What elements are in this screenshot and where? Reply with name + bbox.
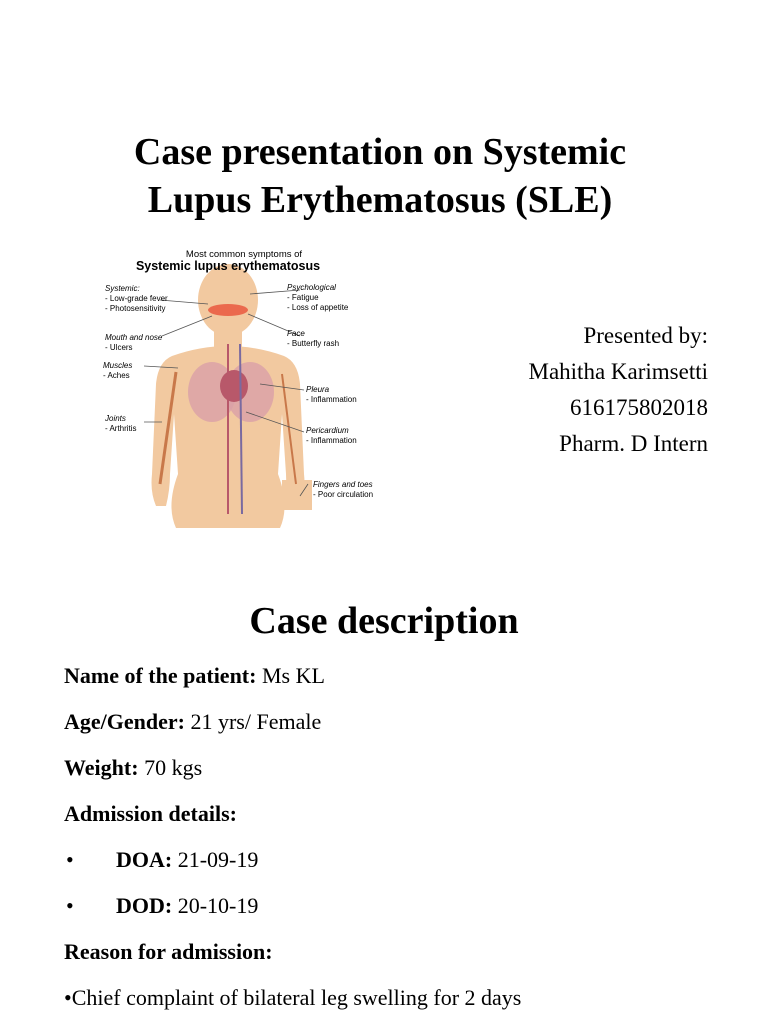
age-gender-label: Age/Gender: — [64, 709, 185, 734]
presenter-label: Presented by: — [583, 323, 708, 348]
label-systemic-1: - Low-grade fever — [105, 294, 168, 303]
figure-heading-small: Most common symptoms of — [185, 249, 303, 260]
butterfly-rash-mark — [208, 304, 248, 316]
age-gender-row — [64, 707, 321, 737]
label-muscles: Muscles — [103, 361, 133, 370]
age-gender-value: 21 yrs/ Female — [190, 709, 322, 734]
patient-name-value: Ms KL — [261, 663, 325, 688]
dod-row — [116, 891, 258, 921]
presenter-name: Mahitha Karimsetti — [528, 359, 708, 384]
presenter-id: 616175802018 — [570, 395, 708, 420]
presentation-title — [40, 128, 720, 224]
sle-symptoms-illustration — [100, 244, 390, 528]
admission-details-row — [64, 799, 237, 829]
label-psych: Psychological — [287, 283, 336, 292]
doa-value: 21-09-19 — [177, 847, 259, 872]
label-pericardium: Pericardium — [306, 426, 349, 435]
doa-label: DOA: — [116, 847, 173, 872]
dod-bullet: • — [66, 893, 74, 918]
label-joints-1: - Arthritis — [105, 424, 137, 433]
weight-value: 70 kgs — [144, 755, 203, 780]
reason-admission-row — [64, 937, 273, 967]
figure-heading-big: Systemic lupus erythematosus — [135, 259, 321, 273]
label-joints: Joints — [105, 414, 126, 423]
admission-details-label: Admission details: — [64, 801, 237, 826]
label-psych-1: - Fatigue — [287, 293, 319, 302]
presenter-role: Pharm. D Intern — [559, 431, 708, 456]
dod-value: 20-10-19 — [177, 893, 259, 918]
patient-name-row — [64, 661, 325, 691]
weight-row — [64, 753, 202, 783]
label-fingers-1: - Poor circulation — [313, 490, 374, 499]
label-pleura: Pleura — [306, 385, 330, 394]
doa-bullet: • — [66, 847, 74, 872]
reason-admission-label: Reason for admission: — [64, 939, 273, 964]
weight-label: Weight: — [64, 755, 139, 780]
dod-label: DOD: — [116, 893, 173, 918]
label-systemic-2: - Photosensitivity — [105, 304, 166, 313]
title-line-2: Lupus Erythematosus (SLE) — [147, 179, 613, 221]
label-face-1: - Butterfly rash — [287, 339, 340, 348]
patient-name-label: Name of the patient: — [64, 663, 257, 688]
label-pericardium-1: - Inflammation — [306, 436, 357, 445]
chief-complaint: •Chief complaint of bilateral leg swelling for 2 days — [64, 985, 522, 1010]
label-pleura-1: - Inflammation — [306, 395, 357, 404]
title-line-1: Case presentation on Systemic — [133, 131, 627, 173]
label-psych-2: - Loss of appetite — [287, 303, 349, 312]
label-muscles-1: - Aches — [103, 371, 130, 380]
label-mouth-1: - Ulcers — [105, 343, 133, 352]
label-face: Face — [287, 329, 305, 338]
label-fingers: Fingers and toes — [313, 480, 373, 489]
label-mouth: Mouth and nose — [105, 333, 163, 342]
presenter-block — [529, 318, 709, 462]
case-description-heading: Case description — [249, 600, 519, 642]
doa-row — [116, 845, 258, 875]
sle-body-diagram — [100, 244, 390, 528]
label-systemic: Systemic: — [105, 284, 140, 293]
